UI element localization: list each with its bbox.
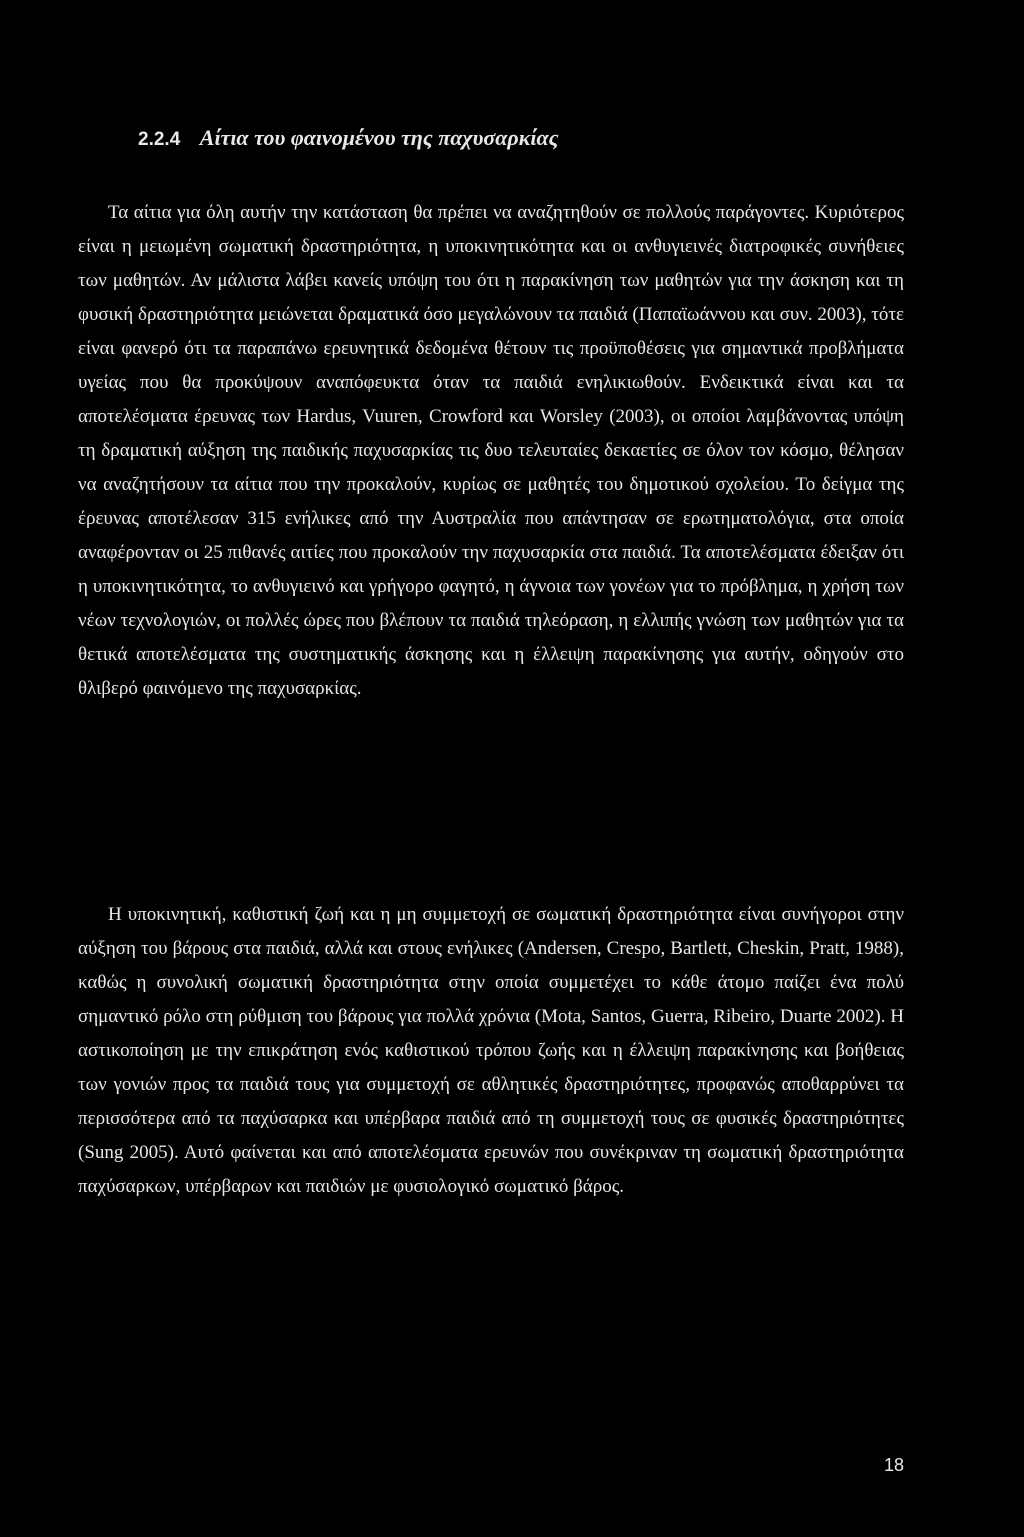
section-heading [138,124,558,154]
body-paragraph-1: Τα αίτια για όλη αυτήν την κατάσταση θα πρέπει να αναζητηθούν σε πολλούς παράγοντες. Κυριότερος είναι η μειωμένη σωματική δραστηριότητα, η υποκινητικότητα και οι ανθυγιεινές διατροφικές συνήθειες των μαθητών. Αν μάλιστα λάβει κανείς υπόψη του ότι η παρακίνηση των μαθητών για την άσκηση και τη φυσική δραστηριότητα μειώνεται δραματικά όσο μεγαλώνουν τα παιδιά (Παπαϊωάννου και συν. 2003), τότε είναι φανερό ότι τα παραπάνω ερευνητικά δεδομένα θέτουν τις προϋποθέσεις για σημαντικά προβλήματα υγείας που θα προκύψουν αναπόφευκτα όταν τα παιδιά ενηλικιωθούν. Ενδεικτικά είναι και τα αποτελέσματα έρευνας των Hardus, Vuuren, Crowford και Worsley (2003), οι οποίοι λαμβάνοντας υπόψη τη δραματική αύξηση της παιδικής παχυσαρκίας τις δυο τελευταίες δεκαετίες σε όλον τον κόσμο, θέλησαν να αναζητήσουν τα αίτια που την προκαλούν, κυρίως σε μαθητές του δημοτικού σχολείου. Το δείγμα της έρευνας αποτέλεσαν 315 ενήλικες από την Αυστραλία που απάντησαν σε ερωτηματολόγια, στα οποία αναφέρονταν οι 25 πιθανές αιτίες που προκαλούν την παχυσαρκία στα παιδιά. Τα αποτελέσματα έδειξαν ότι η υποκινητικότητα, το ανθυγιεινό και γρήγορο φαγητό, η άγνοια των γονέων για το πρόβλημα, η χρήση των νέων τεχνολογιών, οι πολλές ώρες που βλέπουν τα παιδιά τηλεόραση, η ελλιπής γνώση των μαθητών για τα θετικά αποτελέσματα της συστηματικής άσκησης και η έλλειψη παρακίνησης για αυτήν, οδηγούν στο θλιβερό φαινόμενο της παχυσαρκίας. [78,202,904,699]
body-paragraph-2: Η υποκινητική, καθιστική ζωή και η μη συμμετοχή σε σωματική δραστηριότητα είναι συνήγοροι στην αύξηση του βάρους στα παιδιά, αλλά και στους ενήλικες (Andersen, Crespo, Bartlett, Cheskin, Pratt, 1988), καθώς η συνολική σωματική δραστηριότητα στην οποία συμμετέχει το κάθε άτομο παίζει ένα πολύ σημαντικό ρόλο στη ρύθμιση του βάρους για πολλά χρόνια (Mota, Santos, Guerra, Ribeiro, Duarte 2002). Η αστικοποίηση με την επικράτηση ενός καθιστικού τρόπου ζωής και η έλλειψη παρακίνησης και βοήθειας των γονιών προς τα παιδιά τους για συμμετοχή σε αθλητικές δραστηριότητες, προφανώς αποθαρρύνει τα περισσότερα από τα παχύσαρκα και υπέρβαρα παιδιά από τη συμμετοχή τους σε φυσικές δραστηριότητες (Sung 2005). Αυτό φαίνεται και από αποτελέσματα ερευνών που συνέκριναν τη σωματική δραστηριότητα παχύσαρκων, υπέρβαρων και παιδιών με φυσιολογικό σωματικό βάρος. [78,904,904,1197]
section-number: 2.2.4 [138,129,181,150]
page-number: 18 [883,1455,904,1475]
section-title: Αίτια του φαινομένου της παχυσαρκίας [199,125,559,150]
